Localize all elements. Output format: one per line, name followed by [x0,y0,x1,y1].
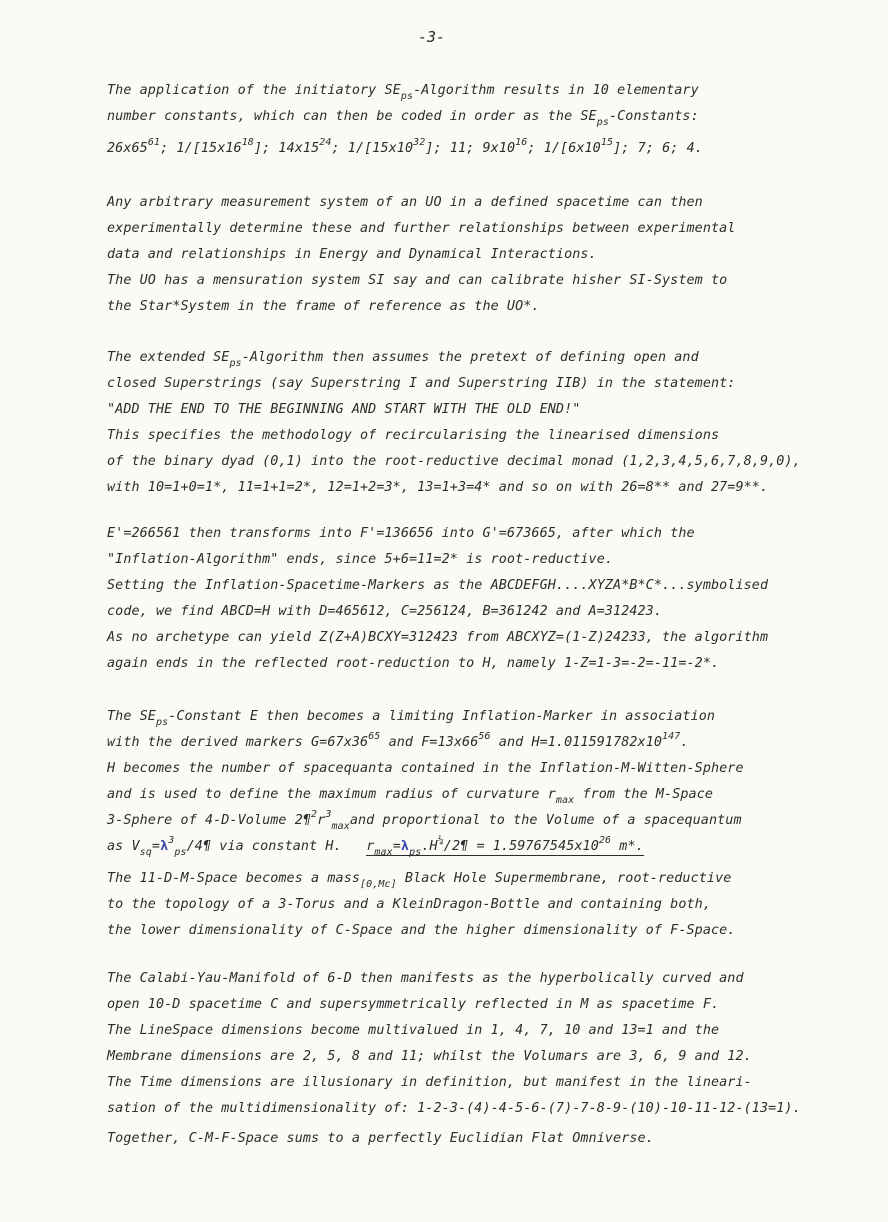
text-line: number constants, which can then be coded in order as the $SE_{ps}$-Constants: [107,109,699,128]
text-line: Together, C-M-F-Space sums to a perfectly Euclidian Flat Omniverse. [107,1131,654,1146]
text-line: The $SE_{ps}$-Constant E then becomes a limiting Inflation-Marker in association [107,709,716,728]
text-line: experimentally determine these and further relationships between experimental [107,221,736,236]
paragraph-limiting-marker [107,704,847,944]
text-line: code, we find ABCD=H with D=465612, C=256124, B=361242 and A=312423. [107,604,663,619]
text-line: As no archetype can yield Z(Z+A)BCXY=312423 from ABCXYZ=(1-Z)24233, the algorithm [107,630,769,645]
text-line: open 10-D spacetime C and supersymmetrically reflected in M as spacetime F. [107,997,720,1012]
text-line: again ends in the reflected root-reduction to H, namely 1-Z=1-3=-2=-11=-2*. [107,656,720,671]
formula-line: as $V_{sq}=\lambda^3_{ps}/4\P$ via constant H. $r_{max}=\lambda_{ps}.H^{\frac{1}{4}}/2\P = 1.59767545x10^{26}$ m*. [107,835,644,858]
text-line: Any arbitrary measurement system of an UO in a defined spacetime can then [107,195,703,210]
paragraph-calabi-yau [107,966,847,1152]
text-line: The Time dimensions are illusionary in definition, but manifest in the lineari- [107,1075,752,1090]
text-line: "ADD THE END TO THE BEGINNING AND START WITH THE OLD END!" [107,402,581,417]
text-line: the Star*System in the frame of reference as the UO*. [107,299,540,314]
paragraph-initiatory-algorithm [107,78,847,162]
constants-line: $26x65^{61}$; $1/[15x16^{18}]$; $14x15^{24}$; $1/[15x10^{32}]$; 11; $9x10^{16}$; $1/[6x10^{15}]$; 7; 6; 4. [107,137,703,156]
paragraph-inflation-algorithm [107,521,847,677]
text-line: "Inflation-Algorithm" ends, since 5+6=11=2* is root-reductive. [107,552,614,567]
text-line: data and relationships in Energy and Dynamical Interactions. [107,247,597,262]
page-number: -3- [418,28,446,46]
lambda-handwritten: λ [400,839,410,854]
text-line: The LineSpace dimensions become multivalued in 1, 4, 7, 10 and 13=1 and the [107,1023,720,1038]
text-line: of the binary dyad (0,1) into the root-reductive decimal monad (1,2,3,4,5,6,7,8,9,0), [107,454,801,469]
text-line: with 10=1+0=1*, 11=1+1=2*, 12=1+2=3*, 13=1+3=4* and so on with 26=8** and 27=9**. [107,480,769,495]
text-line: The Calabi-Yau-Manifold of 6-D then manifests as the hyperbolically curved and [107,971,744,986]
text-line: E'=266561 then transforms into F'=136656 into G'=673665, after which the [107,526,695,541]
text-line: The UO has a mensuration system SI say and can calibrate hisher SI-System to [107,273,728,288]
paragraph-extended-algorithm [107,345,847,501]
text-line: Setting the Inflation-Spacetime-Markers as the ABCDEFGH....XYZA*B*C*...symbolised [107,578,769,593]
lambda-handwritten: λ [160,839,169,854]
text-line: the lower dimensionality of C-Space and the higher dimensionality of F-Space. [107,923,736,938]
text-line: The 11-D-M-Space becomes a mass$_{[0,Mc]}$ Black Hole Supermembrane, root-reductive [107,871,732,890]
underlined-formula: $r_{max}=\lambda_{ps}.H^{\frac{1}{4}}/2\P = 1.59767545x10^{26}$ m*. [366,835,644,858]
text-line: The extended $SE_{ps}$-Algorithm then assumes the pretext of defining open and [107,350,699,369]
text-line: with the derived markers $G=67x36^{65}$ and $F=13x66^{56}$ and $H=1.011591782x10^{147}$. [107,731,689,750]
text-line: The application of the initiatory $SE_{ps}$-Algorithm results in 10 elementary [107,83,699,102]
text-line: and is used to define the maximum radius of curvature $r_{max}$ from the M-Space [107,787,714,806]
text-line: This specifies the methodology of recircularising the linearised dimensions [107,428,720,443]
text-line: Membrane dimensions are 2, 5, 8 and 11; whilst the Volumars are 3, 6, 9 and 12. [107,1049,752,1064]
text-line: 3-Sphere of 4-D-Volume $2\P^2r^3_{max}and$ proportional to the Volume of a spacequantum [107,809,742,832]
text-line: to the topology of a 3-Torus and a KleinDragon-Bottle and containing both, [107,897,711,912]
paragraph-measurement-system [107,190,847,320]
text-line: sation of the multidimensionality of: 1-2-3-(4)-4-5-6-(7)-7-8-9-(10)-10-11-12-(13=1). [107,1101,801,1116]
text-line: H becomes the number of spacequanta contained in the Inflation-M-Witten-Sphere [107,761,744,776]
text-line: closed Superstrings (say Superstring I and Superstring IIB) in the statement: [107,376,736,391]
